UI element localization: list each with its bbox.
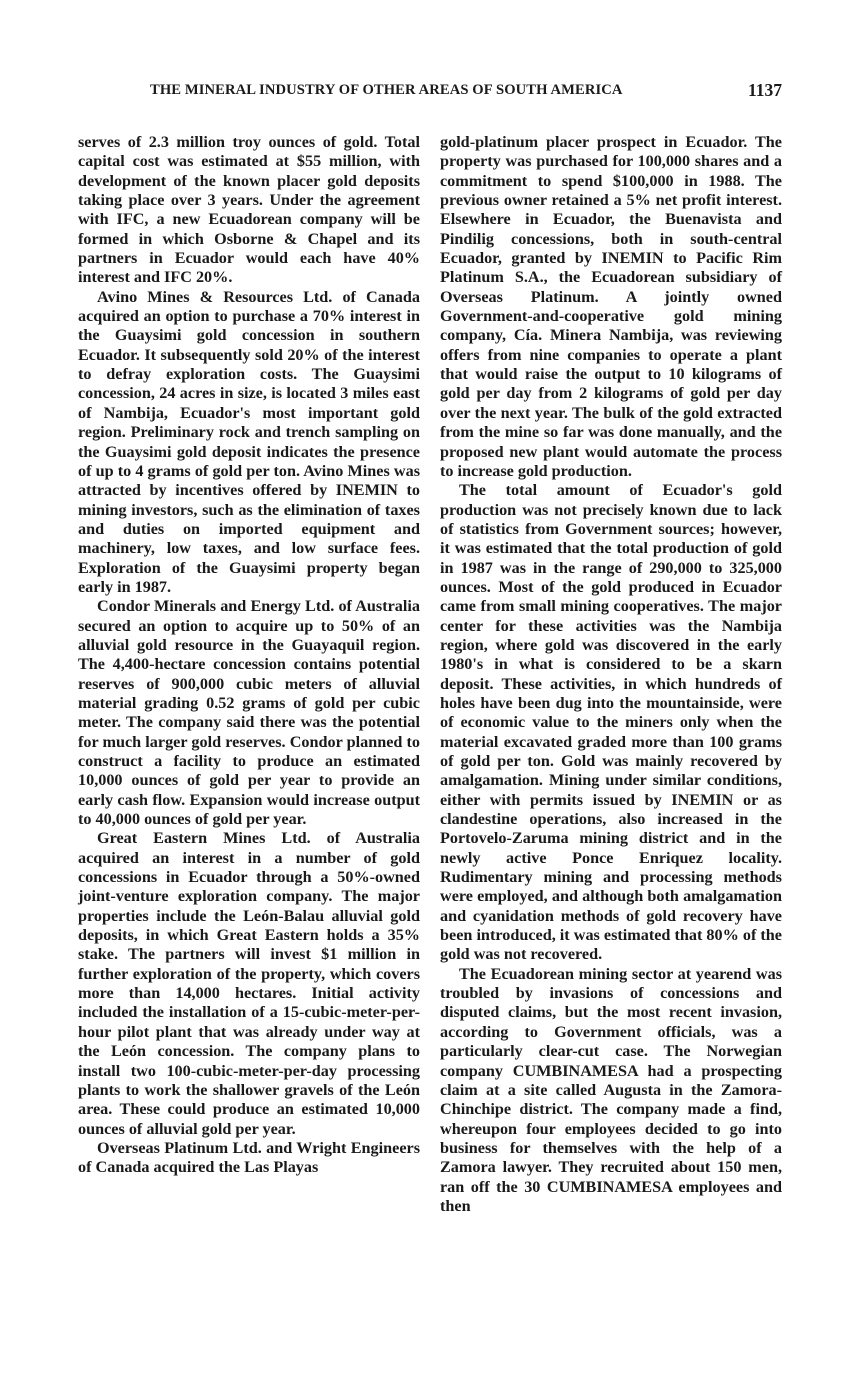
- paragraph: The total amount of Ecuador's gold production was not precisely known due to lack of statistics from Government sources; however, it was estimated that the total production of gold in 1987 was in the range of 290,000 to 325,000 ounces. Most of the gold produced in Ecuador came from small mining cooperatives. The major center for these activities was the Nambija region, where gold was discovered in the early 1980's in what is considered to be a skarn deposit. These activities, in which hundreds of holes have been dug into the mountainside, were of economic value to the miners only when the material excavated graded more than 100 grams of gold per ton. Gold was mainly recovered by amalgamation. Mining under similar conditions, either with permits issued by INEMIN or as clandestine operations, also increased in the Portovelo-Zaruma mining district and in the newly active Ponce Enriquez locality. Rudimentary mining and processing methods were employed, and although both amalgamation and cyanidation methods of gold recovery have been introduced, it was estimated that 80% of the gold was not recovered.: [440, 481, 782, 964]
- paragraph: Condor Minerals and Energy Ltd. of Australia secured an option to acquire up to 50% of an alluvial gold resource in the Guayaquil region. The 4,400-hectare concession contains potential reserves of 900,000 cubic meters of alluvial material grading 0.52 grams of gold per cubic meter. The company said there was the potential for much larger gold reserves. Condor planned to construct a facility to produce an estimated 10,000 ounces of gold per year to provide an early cash flow. Expansion would increase output to 40,000 ounces of gold per year.: [78, 597, 420, 829]
- paragraph: gold-platinum placer prospect in Ecuador. The property was purchased for 100,000 shares and a commitment to spend $100,000 in 1988. The previous owner retained a 5% net profit interest. Elsewhere in Ecuador, the Buenavista and Pindilig concessions, both in south-central Ecuador, granted by INEMIN to Pacific Rim Platinum S.A., the Ecuadorean subsidiary of Overseas Platinum. A jointly owned Government-and-cooperative gold mining company, Cía. Minera Nambija, was reviewing offers from nine companies to operate a plant that would raise the output to 10 kilograms of gold per day from 2 kilograms of gold per day over the next year. The bulk of the gold extracted from the mine so far was done manually, and the proposed new plant would automate the process to increase gold production.: [440, 133, 782, 480]
- paragraph: Great Eastern Mines Ltd. of Australia acquired an interest in a number of gold concessions in Ecuador through a 50%-owned joint-venture exploration company. The major properties include the León-Balau alluvial gold deposits, in which Great Eastern holds a 35% stake. The partners will invest $1 million in further exploration of the property, which covers more than 14,000 hectares. Initial activity included the installation of a 15-cubic-meter-per-hour pilot plant that was already under way at the León concession. The company plans to install two 100-cubic-meter-per-day processing plants to work the shallower gravels of the León area. These could produce an estimated 10,000 ounces of alluvial gold per year.: [78, 829, 420, 1138]
- right-column: [440, 133, 782, 1216]
- paragraph: Overseas Platinum Ltd. and Wright Engineers of Canada acquired the Las Playas: [78, 1138, 420, 1177]
- paragraph: The Ecuadorean mining sector at yearend was troubled by invasions of concessions and disputed claims, but the most recent invasion, according to Government officials, was a particularly clear-cut case. The Norwegian company CUMBINAMESA had a prospecting claim at a site called Augusta in the Zamora-Chinchipe district. The company made a find, whereupon four employees decided to go into business for themselves with the help of a Zamora lawyer. They recruited about 150 men, ran off the 30 CUMBINAMESA employees and then: [440, 964, 782, 1215]
- page-number: 1137: [747, 80, 782, 100]
- running-title: THE MINERAL INDUSTRY OF OTHER AREAS OF SOUTH AMERICA: [150, 82, 623, 98]
- running-head: [150, 80, 782, 104]
- paragraph: serves of 2.3 million troy ounces of gold. Total capital cost was estimated at $55 million, with development of the known placer gold deposits taking place over 3 years. Under the agreement with IFC, a new Ecuadorean company will be formed in which Osborne & Chapel and its partners in Ecuador would each have 40% interest and IFC 20%.: [78, 133, 420, 287]
- left-column: [78, 133, 420, 1178]
- paragraph: Avino Mines & Resources Ltd. of Canada acquired an option to purchase a 70% interest in the Guaysimi gold concession in southern Ecuador. It subsequently sold 20% of the interest to defray exploration costs. The Guaysimi concession, 24 acres in size, is located 3 miles east of Nambija, Ecuador's most important gold region. Preliminary rock and trench sampling on the Guaysimi gold deposit indicates the presence of up to 4 grams of gold per ton. Avino Mines was attracted by incentives offered by INEMIN to mining investors, such as the elimination of taxes and duties on imported equipment and machinery, low taxes, and low surface fees. Exploration of the Guaysimi property began early in 1987.: [78, 287, 420, 596]
